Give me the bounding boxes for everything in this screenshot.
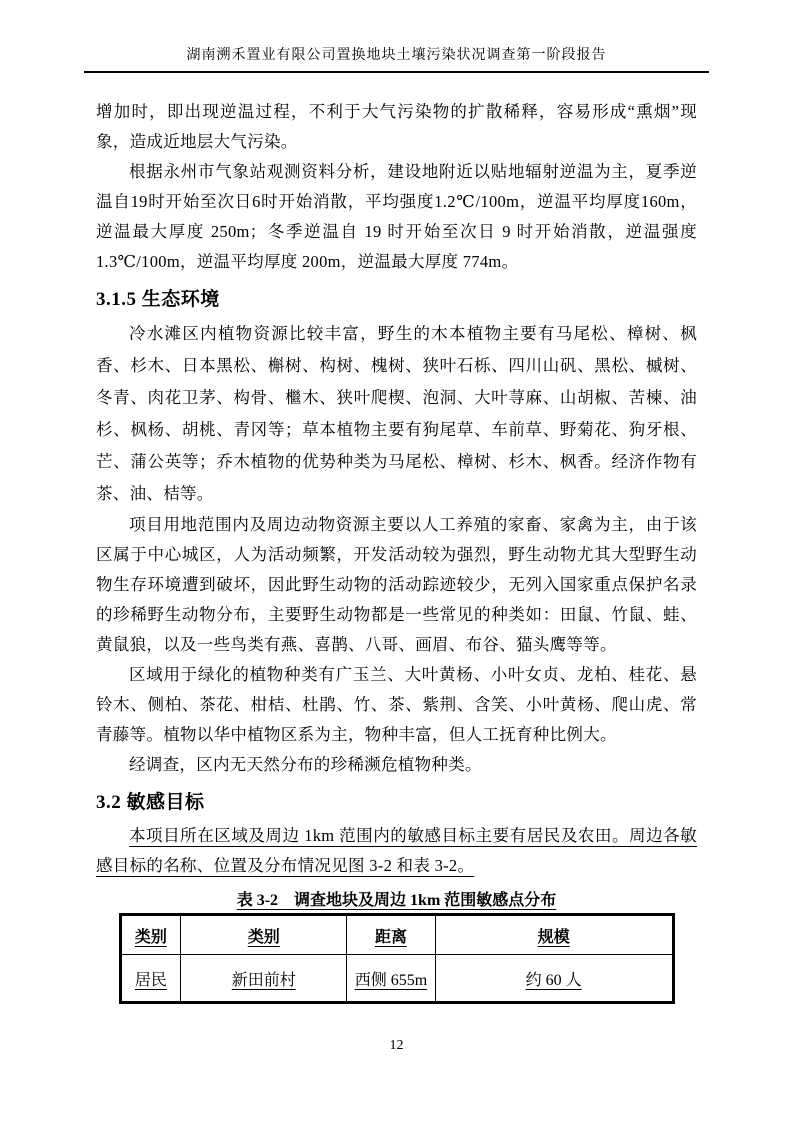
cell-distance: 西侧 655m xyxy=(347,955,435,1003)
document-body xyxy=(96,97,697,1004)
table-header-distance: 距离 xyxy=(347,915,435,955)
cell-scale: 约 60 人 xyxy=(435,955,673,1003)
table-caption: 表 3-2 调查地块及周边 1km 范围敏感点分布 xyxy=(236,892,557,909)
table-header-row xyxy=(120,915,673,955)
cell-category: 居民 xyxy=(120,955,181,1003)
table-row-resident xyxy=(120,955,673,1003)
heading-3-1-5-ecology: 3.1.5 生态环境 xyxy=(96,289,220,310)
paragraph-sensitive-targets: 本项目所在区域及周边 1km 范围内的敏感目标主要有居民及农田。周边各敏感目标的名称、位置及分布情况见图 3-2 和表 3-2。 xyxy=(96,826,697,875)
paragraph-animals: 项目用地范围内及周边动物资源主要以人工养殖的家畜、家禽为主，由于该区属于中心城区，人为活动频繁，开发活动较为强烈，野生动物尤其大型野生动物生存环境遭到破坏，因此野生动物的活动踪迹较少，无列入国家重点保护名录的珍稀野生动物分布，主要野生动物都是一些常见的种类如：田鼠、竹鼠、蛙、黄鼠狼，以及一些鸟类有燕、喜鹊、八哥、画眉、布谷、猫头鹰等等。 xyxy=(96,515,697,654)
heading-3-2-sensitive-targets: 3.2 敏感目标 xyxy=(96,792,205,813)
sensitive-points-table xyxy=(119,913,675,1004)
header-rule xyxy=(84,71,709,73)
page-header-title: 湖南溯禾置业有限公司置换地块土壤污染状况调查第一阶段报告 xyxy=(186,48,607,63)
paragraph-survey-conclusion: 经调查，区内无天然分布的珍稀濒危植物种类。 xyxy=(129,755,482,774)
page-header xyxy=(96,44,697,73)
paragraph-greening-plants: 区域用于绿化的植物种类有广玉兰、大叶黄杨、小叶女贞、龙柏、桂花、悬铃木、侧柏、茶花、柑桔、杜鹃、竹、茶、紫荆、含笑、小叶黄杨、爬山虎、常青藤等。植物以华中植物区系为主，物种丰富，但人工抚育种比例大。 xyxy=(96,665,697,744)
cell-village-name: 新田前村 xyxy=(181,955,347,1003)
paragraph-inversion-continued: 增加时，即出现逆温过程，不利于大气污染物的扩散稀释，容易形成“熏烟”现象，造成近地层大气污染。 xyxy=(96,102,697,151)
page-footer xyxy=(0,1038,793,1054)
table-header-scale: 规模 xyxy=(435,915,673,955)
page-number: 12 xyxy=(389,1038,404,1053)
table-header-category: 类别 xyxy=(120,915,181,955)
paragraph-inversion-data: 根据永州市气象站观测资料分析，建设地附近以贴地辐射逆温为主，夏季逆温自19时开始至次日6时开始消散，平均强度1.2℃/100m，逆温平均厚度160m，逆温最大厚度 250m；冬季逆温自 19 时开始至次日 9 时开始消散，逆温强度1.3℃/100m，逆温平均厚度 200m，逆温最大厚度 774m。 xyxy=(96,162,697,271)
paragraph-wild-plants: 冷水滩区内植物资源比较丰富，野生的木本植物主要有马尾松、樟树、枫香、杉木、日本黑松、槲树、构树、槐树、狭叶石栎、四川山矾、黑松、槭树、冬青、肉花卫茅、构骨、檵木、狭叶爬楔、泡洞、大叶荨麻、山胡椒、苦楝、油杉、枫杨、胡桃、青冈等；草本植物主要有狗尾草、车前草、野菊花、狗牙根、芒、蒲公英等；乔木植物的优势种类为马尾松、樟树、杉木、枫香。经济作物有茶、油、桔等。 xyxy=(96,324,697,503)
table-header-name: 类别 xyxy=(181,915,347,955)
